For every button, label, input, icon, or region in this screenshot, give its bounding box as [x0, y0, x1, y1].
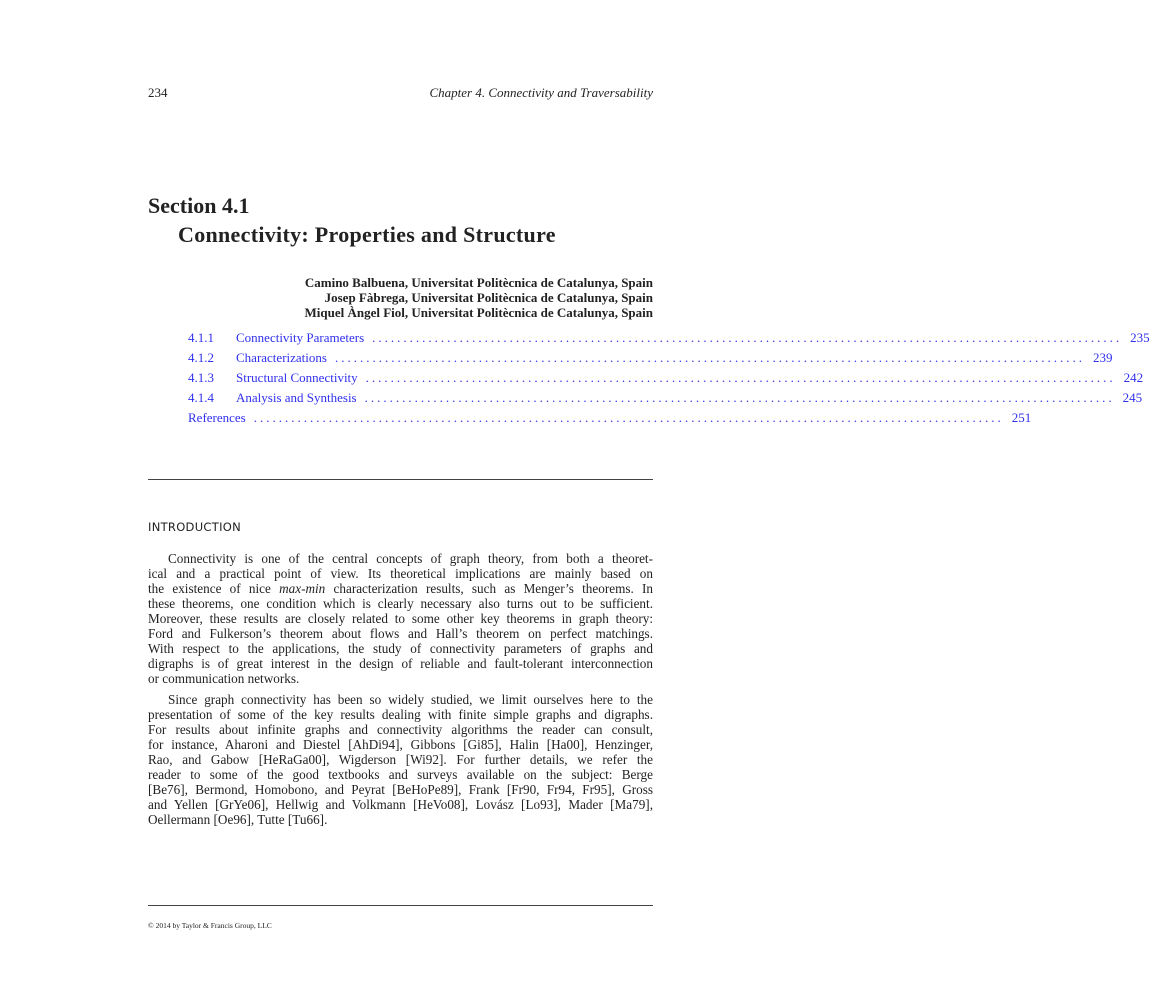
- text-line: Oellermann [Oe96], Tutte [Tu66].: [148, 812, 328, 827]
- text-line: Moreover, these results are closely related to some other key theorems in graph theory:: [148, 611, 653, 626]
- toc-entry[interactable]: [188, 370, 1144, 386]
- section-label: Section 4.1: [148, 193, 250, 218]
- toc-leader-dots: ........................................................................................................................: [365, 370, 1116, 385]
- text-line: [Be76], Bermond, Homobono, and Peyrat [BeHoPe89], Frank [Fr90, Fr94, Fr95], Gross: [148, 782, 653, 797]
- toc-title[interactable]: Structural Connectivity: [236, 370, 358, 385]
- text-line: reader to some of the good textbooks and surveys available on the subject: Berge: [148, 767, 653, 782]
- divider: [148, 905, 653, 906]
- toc-entry[interactable]: [188, 390, 1143, 406]
- intro-paragraph-1: [148, 551, 653, 686]
- toc-leader-dots: ........................................................................................................................: [253, 410, 1004, 425]
- toc-number[interactable]: 4.1.3: [188, 370, 214, 385]
- toc-title[interactable]: Characterizations: [236, 350, 327, 365]
- toc-entry[interactable]: [188, 350, 1113, 366]
- divider: [148, 479, 653, 480]
- toc-page[interactable]: 239: [1092, 350, 1113, 365]
- toc-number[interactable]: 4.1.1: [188, 330, 214, 345]
- author-line: Josep Fàbrega, Universitat Politècnica de Catalunya, Spain: [324, 290, 653, 305]
- text-line: digraphs is of great interest in the design of reliable and fault-tolerant interconnection: [148, 656, 653, 671]
- text-line: and Yellen [GrYe06], Hellwig and Volkmann [HeVo08], Lovász [Lo93], Mader [Ma79],: [148, 797, 653, 812]
- text-line: [148, 581, 653, 596]
- text-fragment: characterization results, such as Menger’s theorems. In: [325, 581, 653, 596]
- text-line: For results about infinite graphs and connectivity algorithms the reader can consult,: [148, 722, 653, 737]
- author-line: Camino Balbuena, Universitat Politècnica de Catalunya, Spain: [304, 275, 653, 290]
- copyright-footer: © 2014 by Taylor & Francis Group, LLC: [148, 921, 272, 930]
- toc-title[interactable]: References: [188, 410, 246, 425]
- toc-page[interactable]: 245: [1122, 390, 1143, 405]
- toc-leader-dots: ........................................................................................................................: [334, 350, 1085, 365]
- text-line: Connectivity is one of the central concepts of graph theory, from both a theoret-: [168, 551, 653, 566]
- text-line: ical and a practical point of view. Its theoretical implications are mainly based on: [148, 566, 653, 581]
- toc-title[interactable]: Connectivity Parameters: [236, 330, 365, 345]
- running-head: Chapter 4. Connectivity and Traversability: [429, 85, 653, 100]
- toc-entry[interactable]: [188, 410, 1032, 426]
- intro-heading: INTRODUCTION: [148, 520, 242, 534]
- section-title: Connectivity: Properties and Structure: [178, 222, 556, 247]
- text-line: these theorems, one condition which is clearly necessary also turns out to be sufficient.: [148, 596, 653, 611]
- text-fragment: the existence of nice: [148, 581, 280, 596]
- toc-leader-dots: ........................................................................................................................: [364, 390, 1115, 405]
- intro-paragraph-2: [148, 692, 653, 827]
- author-line: Miquel Àngel Fiol, Universitat Politècnica de Catalunya, Spain: [304, 305, 653, 320]
- text-line: or communication networks.: [148, 671, 300, 686]
- toc-title[interactable]: Analysis and Synthesis: [236, 390, 357, 405]
- text-line: Rao, and Gabow [HeRaGa00], Wigderson [Wi92]. For further details, we refer the: [148, 752, 653, 767]
- toc-page[interactable]: 251: [1011, 410, 1032, 425]
- text-line: With respect to the applications, the study of connectivity parameters of graphs and: [148, 641, 653, 656]
- text-line: presentation of some of the key results dealing with finite simple graphs and digraphs.: [148, 707, 653, 722]
- text-line: Ford and Fulkerson’s theorem about flows and Hall’s theorem on perfect matchings.: [148, 626, 653, 641]
- toc-page[interactable]: 235: [1130, 330, 1150, 345]
- toc-entry[interactable]: [188, 330, 1150, 346]
- text-line: Since graph connectivity has been so widely studied, we limit ourselves here to the: [168, 692, 653, 707]
- text-line: for instance, Aharoni and Diestel [AhDi94], Gibbons [Gi85], Halin [Ha00], Henzinger,: [148, 737, 653, 752]
- toc-number[interactable]: 4.1.2: [188, 350, 214, 365]
- page-number: 234: [148, 85, 168, 100]
- toc-number[interactable]: 4.1.4: [188, 390, 214, 405]
- toc-page[interactable]: 242: [1123, 370, 1144, 385]
- emphasis-text: max-min: [279, 581, 326, 596]
- toc-leader-dots: ........................................................................................................................: [372, 330, 1123, 345]
